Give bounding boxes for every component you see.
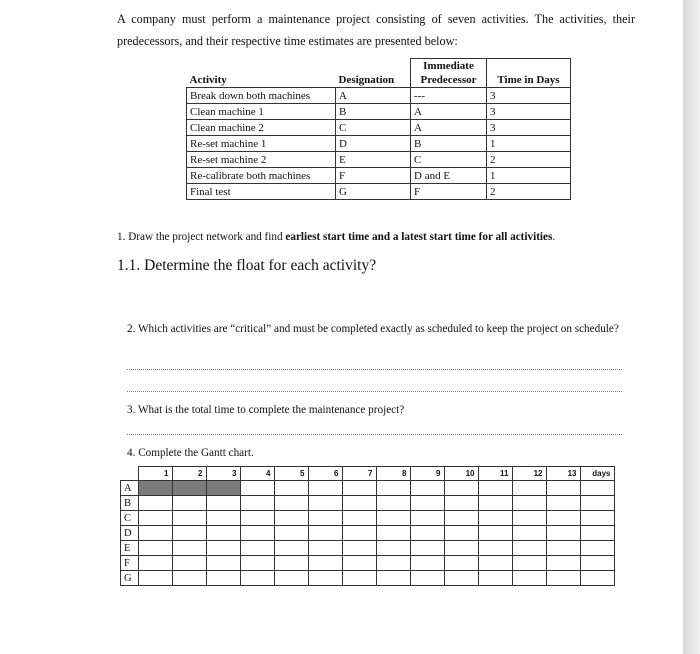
- gantt-cell[interactable]: [240, 496, 274, 511]
- activity-table: [186, 58, 571, 200]
- gantt-cell[interactable]: [138, 511, 172, 526]
- gantt-cell[interactable]: [512, 481, 546, 496]
- table-row: [187, 88, 571, 104]
- gantt-cell[interactable]: [240, 526, 274, 541]
- gantt-cell[interactable]: [376, 496, 410, 511]
- gantt-cell[interactable]: [580, 511, 614, 526]
- gantt-row: [121, 556, 615, 571]
- activity-cell: Break down both machines: [187, 88, 336, 104]
- table-row: [187, 168, 571, 184]
- gantt-cell[interactable]: [240, 556, 274, 571]
- gantt-cell[interactable]: [342, 511, 376, 526]
- gantt-cell[interactable]: [274, 526, 308, 541]
- gantt-cell[interactable]: [274, 556, 308, 571]
- gantt-cell[interactable]: [308, 496, 342, 511]
- gantt-cell[interactable]: [206, 496, 240, 511]
- question-4: 4. Complete the Gantt chart.: [127, 447, 254, 459]
- gantt-day-header: 10: [444, 467, 478, 481]
- header-predecessor-line1: Immediate: [423, 60, 474, 72]
- time-cell: 1: [487, 168, 571, 184]
- gantt-cell[interactable]: [376, 556, 410, 571]
- gantt-row-label: F: [121, 556, 139, 571]
- gantt-cell[interactable]: [580, 496, 614, 511]
- gantt-cell[interactable]: [172, 496, 206, 511]
- gantt-day-header: 4: [240, 467, 274, 481]
- activity-cell: Clean machine 2: [187, 120, 336, 136]
- gantt-day-header: 9: [410, 467, 444, 481]
- gantt-row-label: A: [121, 481, 139, 496]
- predecessor-cell: A: [411, 120, 487, 136]
- predecessor-cell: D and E: [411, 168, 487, 184]
- gantt-cell[interactable]: [444, 496, 478, 511]
- table-row: [187, 152, 571, 168]
- predecessor-cell: B: [411, 136, 487, 152]
- predecessor-cell: A: [411, 104, 487, 120]
- table-row: [187, 104, 571, 120]
- gantt-cell[interactable]: [138, 556, 172, 571]
- gantt-cell[interactable]: [410, 511, 444, 526]
- gantt-cell[interactable]: [580, 556, 614, 571]
- activity-cell: Final test: [187, 184, 336, 200]
- gantt-cell[interactable]: [240, 571, 274, 586]
- time-cell: 2: [487, 184, 571, 200]
- gantt-corner: [121, 467, 139, 481]
- gantt-cell[interactable]: [172, 526, 206, 541]
- gantt-cell[interactable]: [546, 496, 580, 511]
- gantt-cell[interactable]: [342, 556, 376, 571]
- question-1-bold: earliest start time and a latest start time for all activities: [285, 231, 553, 243]
- header-predecessor-line2: Predecessor: [420, 74, 477, 86]
- designation-cell: C: [336, 120, 411, 136]
- gantt-day-header: 5: [274, 467, 308, 481]
- header-time: Time in Days: [487, 59, 571, 88]
- gantt-day-header: 2: [172, 467, 206, 481]
- question-3: 3. What is the total time to complete the maintenance project?: [127, 404, 405, 416]
- header-activity: Activity: [187, 59, 336, 88]
- question-1-prefix: 1. Draw the project network and find: [117, 231, 286, 243]
- gantt-cell[interactable]: [546, 571, 580, 586]
- gantt-cell[interactable]: [478, 541, 512, 556]
- gantt-cell[interactable]: [240, 541, 274, 556]
- gantt-cell[interactable]: [206, 556, 240, 571]
- question-1-1: 1.1. Determine the float for each activity?: [117, 257, 377, 274]
- gantt-cell[interactable]: [410, 571, 444, 586]
- gantt-day-header: 11: [478, 467, 512, 481]
- designation-cell: A: [336, 88, 411, 104]
- gantt-cell[interactable]: [308, 556, 342, 571]
- gantt-cell[interactable]: [546, 511, 580, 526]
- answer-line[interactable]: [127, 391, 622, 392]
- answer-line[interactable]: [127, 434, 622, 435]
- gantt-cell[interactable]: [274, 481, 308, 496]
- gantt-cell[interactable]: [206, 541, 240, 556]
- question-2: 2. Which activities are “critical” and must be completed exactly as scheduled to keep the project on schedule?: [127, 323, 619, 335]
- gantt-header-row: [121, 467, 615, 481]
- gantt-cell[interactable]: [240, 511, 274, 526]
- gantt-row-label: G: [121, 571, 139, 586]
- gantt-cell[interactable]: [410, 481, 444, 496]
- gantt-cell[interactable]: [342, 526, 376, 541]
- gantt-day-header: 1: [138, 467, 172, 481]
- designation-cell: F: [336, 168, 411, 184]
- gantt-row: [121, 571, 615, 586]
- gantt-day-header: 3: [206, 467, 240, 481]
- gantt-row: [121, 526, 615, 541]
- question-1-suffix: .: [552, 231, 556, 243]
- predecessor-cell: F: [411, 184, 487, 200]
- gantt-cell[interactable]: [206, 511, 240, 526]
- gantt-cell[interactable]: [274, 571, 308, 586]
- page-edge-shadow: [683, 0, 700, 654]
- gantt-row: [121, 541, 615, 556]
- gantt-cell[interactable]: [512, 556, 546, 571]
- gantt-cell[interactable]: [308, 541, 342, 556]
- gantt-cell-shaded[interactable]: [206, 481, 240, 496]
- gantt-cell[interactable]: [512, 571, 546, 586]
- gantt-cell[interactable]: [512, 511, 546, 526]
- gantt-cell[interactable]: [478, 481, 512, 496]
- gantt-cell[interactable]: [410, 526, 444, 541]
- gantt-row: [121, 496, 615, 511]
- gantt-cell[interactable]: [580, 481, 614, 496]
- activity-cell: Re-set machine 2: [187, 152, 336, 168]
- gantt-cell[interactable]: [206, 526, 240, 541]
- gantt-chart: [120, 466, 615, 586]
- answer-line[interactable]: [127, 369, 622, 370]
- predecessor-cell: ---: [411, 88, 487, 104]
- gantt-day-header: 6: [308, 467, 342, 481]
- gantt-cell[interactable]: [274, 511, 308, 526]
- activity-cell: Clean machine 1: [187, 104, 336, 120]
- gantt-cell[interactable]: [376, 526, 410, 541]
- header-designation: Designation: [336, 59, 411, 88]
- gantt-cell[interactable]: [512, 496, 546, 511]
- gantt-day-header: 12: [512, 467, 546, 481]
- gantt-row-label: C: [121, 511, 139, 526]
- gantt-cell[interactable]: [546, 541, 580, 556]
- gantt-cell[interactable]: [444, 571, 478, 586]
- gantt-cell[interactable]: [410, 496, 444, 511]
- gantt-cell[interactable]: [444, 481, 478, 496]
- gantt-cell[interactable]: [138, 526, 172, 541]
- gantt-cell[interactable]: [580, 526, 614, 541]
- gantt-cell[interactable]: [478, 511, 512, 526]
- time-cell: 3: [487, 120, 571, 136]
- gantt-cell[interactable]: [546, 526, 580, 541]
- gantt-cell[interactable]: [240, 481, 274, 496]
- gantt-cell[interactable]: [172, 571, 206, 586]
- gantt-cell[interactable]: [478, 496, 512, 511]
- gantt-cell[interactable]: [444, 556, 478, 571]
- gantt-cell[interactable]: [478, 526, 512, 541]
- table-row: [187, 136, 571, 152]
- gantt-cell[interactable]: [138, 496, 172, 511]
- gantt-cell[interactable]: [478, 556, 512, 571]
- gantt-cell[interactable]: [172, 541, 206, 556]
- gantt-cell[interactable]: [342, 541, 376, 556]
- activity-cell: Re-calibrate both machines: [187, 168, 336, 184]
- gantt-cell[interactable]: [444, 541, 478, 556]
- gantt-day-header: 8: [376, 467, 410, 481]
- gantt-days-label: days: [580, 467, 614, 481]
- gantt-cell[interactable]: [308, 526, 342, 541]
- gantt-cell[interactable]: [138, 571, 172, 586]
- gantt-cell[interactable]: [138, 541, 172, 556]
- designation-cell: E: [336, 152, 411, 168]
- gantt-cell[interactable]: [444, 526, 478, 541]
- predecessor-cell: C: [411, 152, 487, 168]
- gantt-cell[interactable]: [444, 511, 478, 526]
- gantt-cell[interactable]: [342, 496, 376, 511]
- gantt-row-label: E: [121, 541, 139, 556]
- gantt-cell[interactable]: [376, 541, 410, 556]
- gantt-cell[interactable]: [172, 511, 206, 526]
- gantt-row-label: D: [121, 526, 139, 541]
- gantt-cell[interactable]: [308, 571, 342, 586]
- designation-cell: B: [336, 104, 411, 120]
- gantt-cell[interactable]: [376, 511, 410, 526]
- gantt-cell-shaded[interactable]: [172, 481, 206, 496]
- header-predecessor: [411, 59, 487, 88]
- gantt-row: [121, 511, 615, 526]
- designation-cell: D: [336, 136, 411, 152]
- gantt-cell[interactable]: [478, 571, 512, 586]
- gantt-cell[interactable]: [172, 556, 206, 571]
- gantt-cell[interactable]: [376, 481, 410, 496]
- time-cell: 2: [487, 152, 571, 168]
- time-cell: 3: [487, 88, 571, 104]
- gantt-cell[interactable]: [546, 556, 580, 571]
- gantt-cell[interactable]: [546, 481, 580, 496]
- activity-cell: Re-set machine 1: [187, 136, 336, 152]
- gantt-cell[interactable]: [580, 541, 614, 556]
- gantt-cell[interactable]: [308, 511, 342, 526]
- table-row: [187, 120, 571, 136]
- gantt-cell[interactable]: [342, 481, 376, 496]
- gantt-cell-shaded[interactable]: [138, 481, 172, 496]
- gantt-day-header: 13: [546, 467, 580, 481]
- gantt-cell[interactable]: [376, 571, 410, 586]
- gantt-cell[interactable]: [410, 556, 444, 571]
- table-row: [187, 184, 571, 200]
- gantt-row-label: B: [121, 496, 139, 511]
- question-1: [117, 231, 555, 243]
- gantt-cell[interactable]: [512, 526, 546, 541]
- gantt-cell[interactable]: [206, 571, 240, 586]
- designation-cell: G: [336, 184, 411, 200]
- gantt-cell[interactable]: [512, 541, 546, 556]
- gantt-cell[interactable]: [308, 481, 342, 496]
- gantt-day-header: 7: [342, 467, 376, 481]
- gantt-cell[interactable]: [580, 571, 614, 586]
- gantt-row: [121, 481, 615, 496]
- time-cell: 3: [487, 104, 571, 120]
- gantt-cell[interactable]: [342, 571, 376, 586]
- time-cell: 1: [487, 136, 571, 152]
- gantt-cell[interactable]: [410, 541, 444, 556]
- gantt-cell[interactable]: [274, 496, 308, 511]
- intro-paragraph: A company must perform a maintenance project consisting of seven activities. The activities, their predecessors, and their respective time estimates are presented below:: [117, 12, 635, 48]
- gantt-cell[interactable]: [274, 541, 308, 556]
